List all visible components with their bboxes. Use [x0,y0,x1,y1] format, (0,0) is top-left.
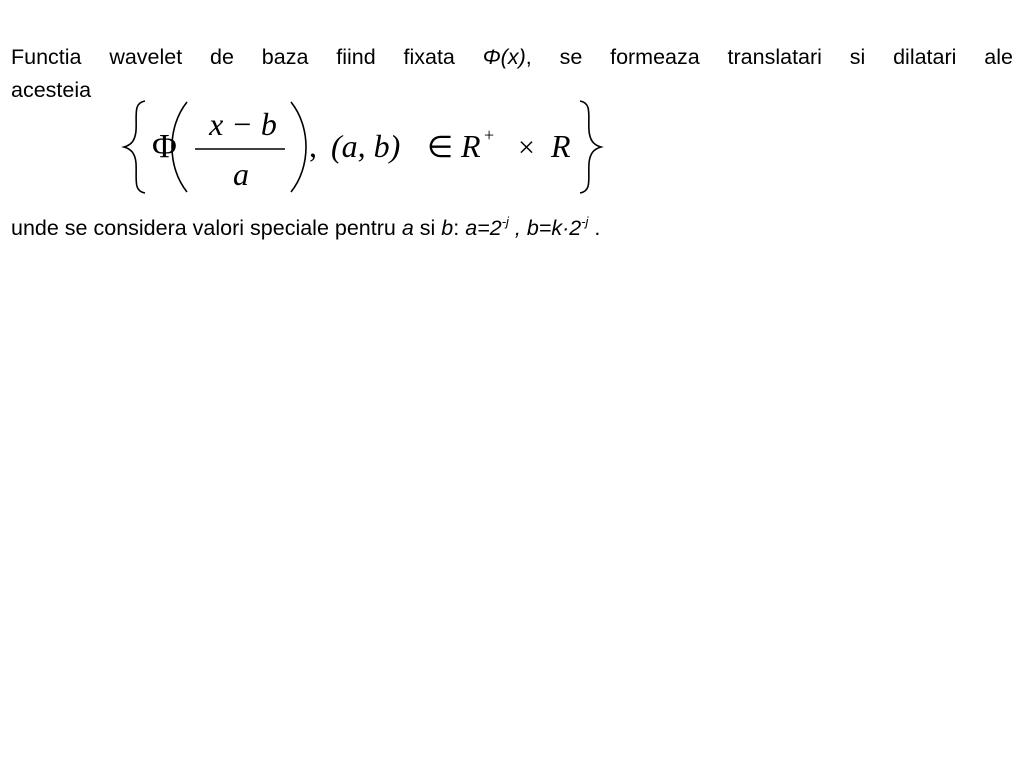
formula-comma: , [309,128,317,164]
word: ale [984,45,1013,69]
phi-of-x: Φ(x), [482,45,532,69]
word: fixata [403,45,455,69]
left-curly-brace [124,101,145,193]
word: se [559,45,583,69]
colon: : [453,216,466,240]
word: de [210,45,234,69]
word: translatari [727,45,822,69]
b-exponent: -j [581,214,589,229]
word: fiind [336,45,376,69]
right-paren [291,102,306,192]
fraction-denominator: a [233,156,249,192]
word: si [849,45,866,69]
word: Functia [11,45,82,69]
paragraph-1-line-1 [11,41,1013,74]
word: formeaza [610,45,700,69]
word: wavelet [109,45,183,69]
wavelet-family-formula [115,97,605,197]
paragraph-2 [11,205,600,245]
var-a: a [401,216,414,240]
a-equation: a=2 [465,216,502,240]
fraction-numerator: x − b [209,106,277,142]
word: baza [261,45,309,69]
word: dilatari [893,45,957,69]
r-plus-superscript: + [484,125,495,145]
end-period: . [588,216,601,240]
phi-symbol: Φ [152,128,177,165]
separator: , [508,216,527,240]
r-symbol: R [551,128,571,164]
paragraph-2-lead: unde se considera valori speciale pentru [11,216,402,240]
times-symbol: × [518,131,535,164]
b-equation: b=k·2 [526,216,582,240]
r-plus-base: R [461,128,481,164]
var-b: b [441,216,454,240]
paragraph-1-line-2: acesteia [11,78,92,102]
a-exponent: -j [501,214,509,229]
right-curly-brace [580,101,601,193]
pair-ab: (a, b) [331,128,401,164]
element-of-symbol: ∈ [427,131,454,164]
formula-svg [115,97,605,197]
word-si: si [413,216,442,240]
comma: , [525,45,532,69]
